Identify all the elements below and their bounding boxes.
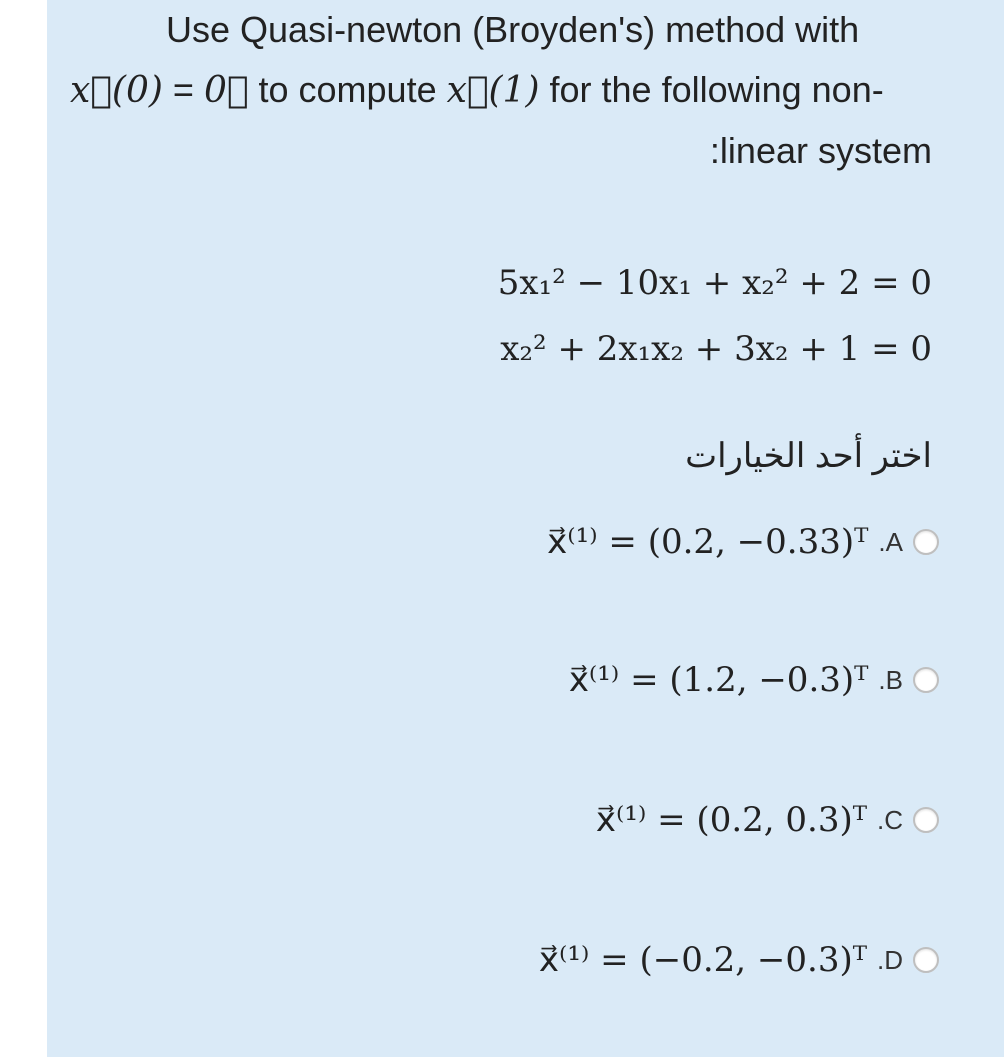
equals-sign: = [172, 69, 194, 110]
option-b-expression: x⃗⁽¹⁾ = (1.2, −0.3)ᵀ [568, 660, 869, 700]
equation-1: 5x₁² − 10x₁ + x₂² + 2 = 0 [497, 263, 932, 303]
question-line-1: Use Quasi-newton (Broyden's) method with [166, 9, 860, 50]
option-c-expression: x⃗⁽¹⁾ = (0.2, 0.3)ᵀ [595, 800, 867, 840]
option-d[interactable] [539, 930, 939, 990]
question-line-2 [70, 60, 932, 121]
zero-vector: 0⃗ [203, 70, 249, 111]
option-c[interactable] [596, 790, 939, 850]
question-text [70, 0, 932, 181]
option-b-letter: .B [878, 664, 903, 695]
question-text-b: for the following non- [539, 69, 884, 110]
option-d-radio[interactable] [913, 947, 939, 973]
nonlinear-system [432, 250, 932, 382]
option-d-expression: x⃗⁽¹⁾ = (−0.2, −0.3)ᵀ [538, 940, 867, 980]
option-d-letter: .D [877, 944, 903, 975]
equation-2: x₂² + 2x₁x₂ + 3x₂ + 1 = 0 [500, 329, 932, 369]
target-vector: x⃗(1) [446, 70, 540, 111]
option-a-expression: x⃗⁽¹⁾ = (0.2, −0.33)ᵀ [547, 522, 869, 562]
option-b-radio[interactable] [913, 667, 939, 693]
initial-vector: x⃗(0) [70, 70, 163, 111]
option-b[interactable] [569, 650, 939, 710]
option-a-radio[interactable] [913, 529, 939, 555]
choose-option-prompt: اختر أحد الخيارات [685, 437, 932, 475]
option-a[interactable] [547, 512, 939, 572]
question-text-a: to compute [248, 69, 447, 110]
option-c-letter: .C [877, 804, 903, 835]
question-line-3: :linear system [709, 130, 932, 171]
option-c-radio[interactable] [913, 807, 939, 833]
option-a-letter: .A [878, 526, 903, 557]
